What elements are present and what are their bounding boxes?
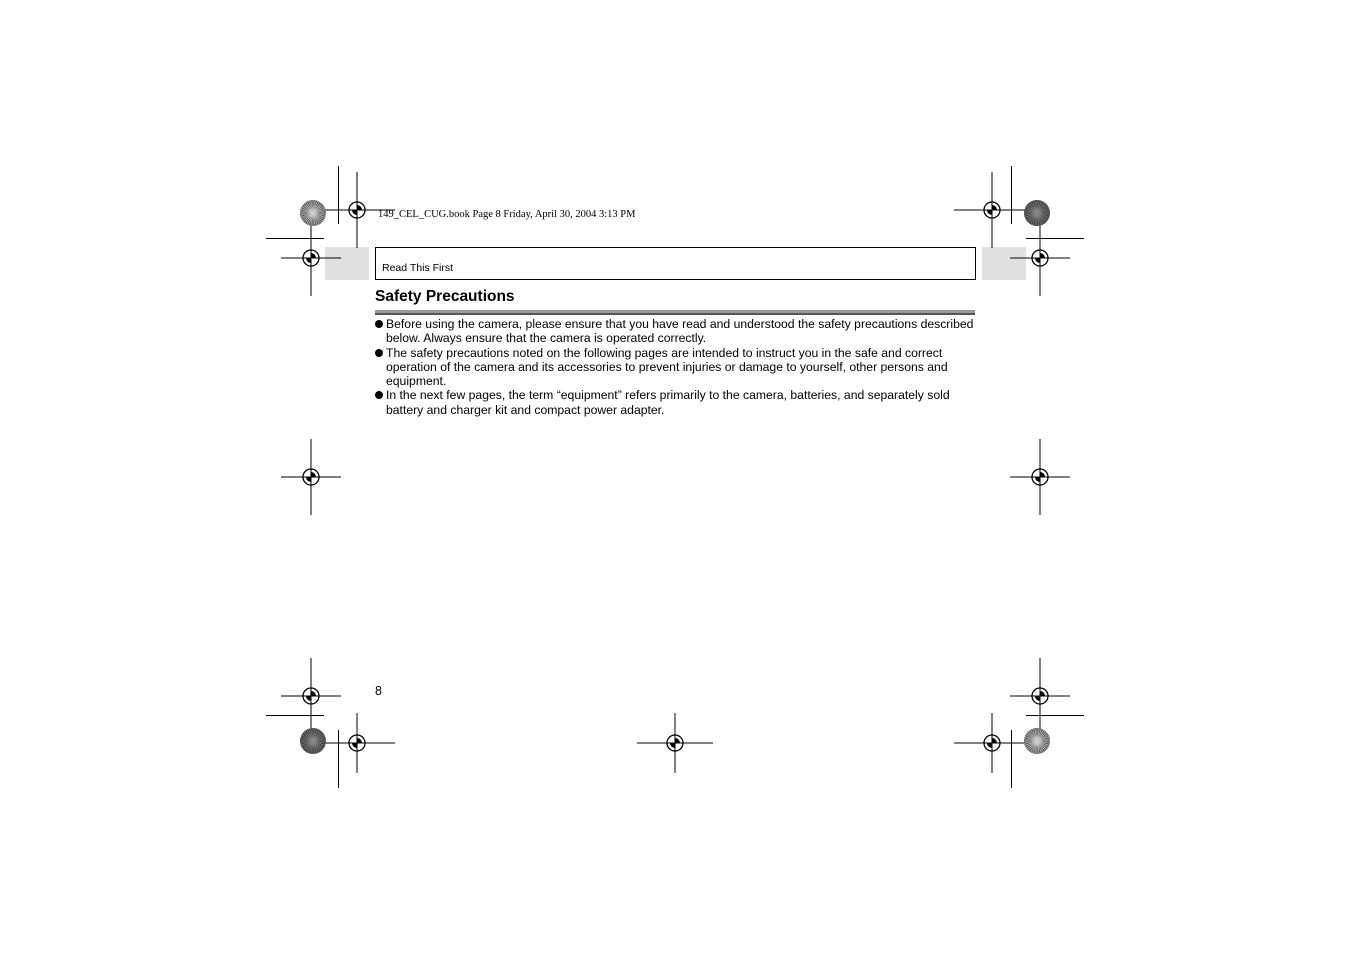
registration-mark-icon: [271, 218, 351, 298]
color-wheel-icon: [299, 727, 327, 755]
registration-mark-icon: [271, 437, 351, 517]
list-item: [375, 346, 975, 389]
page-title: Safety Precautions: [375, 288, 515, 305]
list-item-text: Before using the camera, please ensure that you have read and understood the safety precautions described below. Always ensure that the camera is operated correctly.: [386, 317, 974, 346]
section-header-label: Read This First: [382, 262, 453, 274]
precaution-list: [375, 317, 975, 417]
section-header-box: [375, 247, 976, 280]
registration-mark-icon: [317, 703, 397, 783]
bullet-dot-icon: [375, 391, 383, 399]
list-item: [375, 317, 975, 346]
registration-mark-icon: [952, 703, 1032, 783]
list-item: [375, 388, 975, 417]
title-rule-dark: [375, 313, 975, 315]
color-wheel-icon: [299, 199, 327, 227]
registration-mark-icon: [1000, 437, 1080, 517]
registration-mark-icon: [635, 703, 715, 783]
list-item-text: In the next few pages, the term “equipment” refers primarily to the camera, batteries, and separately sold battery and charger kit and compact power adapter.: [386, 388, 950, 417]
registration-mark-icon: [1000, 218, 1080, 298]
page-number: 8: [375, 684, 382, 698]
list-item-text: The safety precautions noted on the following pages are intended to instruct you in the safe and correct operation of the camera and its accessories to prevent injuries or damage to yourself, other persons and equipment.: [386, 345, 948, 389]
color-wheel-icon: [1023, 199, 1051, 227]
bullet-dot-icon: [375, 349, 383, 357]
bullet-dot-icon: [375, 320, 383, 328]
slug-line: 149_CEL_CUG.book Page 8 Friday, April 30, 2004 3:13 PM: [378, 209, 636, 220]
color-wheel-icon: [1023, 727, 1051, 755]
